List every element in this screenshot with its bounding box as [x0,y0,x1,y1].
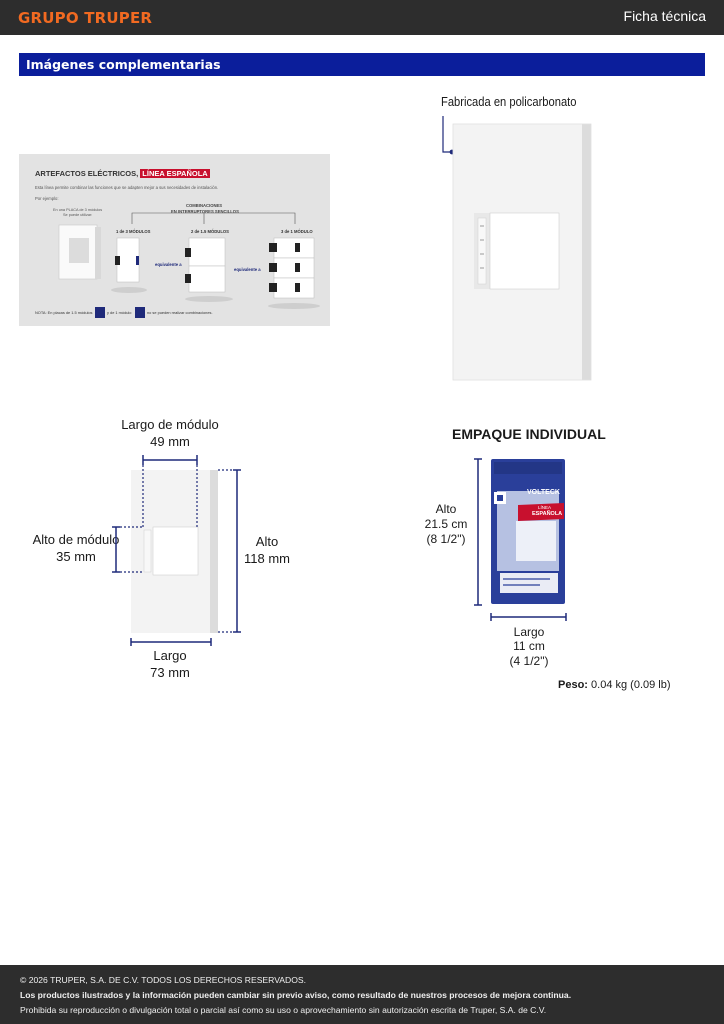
page-footer [0,965,724,1024]
package-line-tag-1: LÍNEA [538,505,552,510]
plate-note-1: En una PLACA de 3 módulos [53,208,103,212]
option-1-5-modules: 2 de 1.5 MÓDULOS [191,229,229,234]
equivalent-label-1: equivalente a [155,262,182,267]
option-3-modules: 1 de 3 MÓDULOS [116,229,151,234]
weight-info [558,679,671,691]
combinations-infographic [19,154,330,326]
length-label: Largo [153,648,187,663]
section-title: Imágenes complementarias [26,57,221,72]
infographic-example: Por ejemplo: [35,196,59,201]
package-length-label: Largo [513,625,545,639]
footer-notice: Los productos ilustrados y la información pueden cambiar sin previo aviso, como resultado de nuestros procesos de mejora continua. [20,990,572,1000]
note-part-b: y de 1 módulo [107,310,132,315]
weight-value: 0.04 kg (0.09 lb) [591,679,671,691]
infographic-title-highlight: LÍNEA ESPAÑOLA [142,169,208,178]
module-length-label: Largo de módulo [121,417,219,432]
plate-dimension-drawing [100,450,250,650]
infographic-graphics [19,154,330,326]
weight-label: Peso: [558,679,588,691]
top-header [0,0,724,35]
height-label: Alto [255,534,279,549]
plate-front-image [438,110,598,390]
module-height-label: Alto de módulo [32,532,120,547]
brand-logo: GRUPO TRUPER [18,9,153,27]
height-value: 118 mm [244,551,290,566]
package-height-in: (8 1/2") [426,532,466,546]
package-brand: VOLTECK [527,489,560,496]
plate-note-2: Se puede utilizar: [63,213,93,217]
package-line-tag-2: ESPAÑOLA [532,511,563,517]
combos-title-1: COMBINACIONES [186,203,223,208]
module-length-value: 49 mm [150,434,190,449]
package-title: EMPAQUE INDIVIDUAL [452,426,606,442]
note-part-c: no se pueden realizar combinaciones. [147,310,213,315]
length-value: 73 mm [150,665,190,680]
document-type: Ficha técnica [623,8,706,24]
equivalent-label-2: equivalente a [234,267,261,272]
footer-prohibition: Prohibida su reproducción o divulgación total o parcial así como su uso o aprovechamiento sin autorización escrita de Truper, S.A. de C.V. [20,1005,547,1015]
package-height-cm: 21.5 cm [424,517,468,531]
material-label: Fabricada en policarbonato [441,94,577,109]
infographic-title-main: ARTEFACTOS ELÉCTRICOS, [35,169,139,178]
package-length-cm: 11 cm [513,639,545,653]
package-image [470,455,580,625]
infographic-intro: Esta línea permite combinar las funciones que se adapten mejor a sus necesidades de instalación. [35,185,219,190]
option-1-module: 3 de 1 MÓDULO [281,229,313,234]
combos-title-2: EN INTERRUPTORES SENCILLOS [171,209,239,214]
footer-copyright: © 2026 TRUPER, S.A. DE C.V. TODOS LOS DERECHOS RESERVADOS. [20,975,307,985]
package-length-in: (4 1/2") [509,654,549,668]
note-part-a: NOTA: En placas de 1.5 módulos [35,310,93,315]
package-height-label: Alto [435,502,457,516]
module-height-value: 35 mm [56,549,96,564]
section-header [19,53,705,76]
